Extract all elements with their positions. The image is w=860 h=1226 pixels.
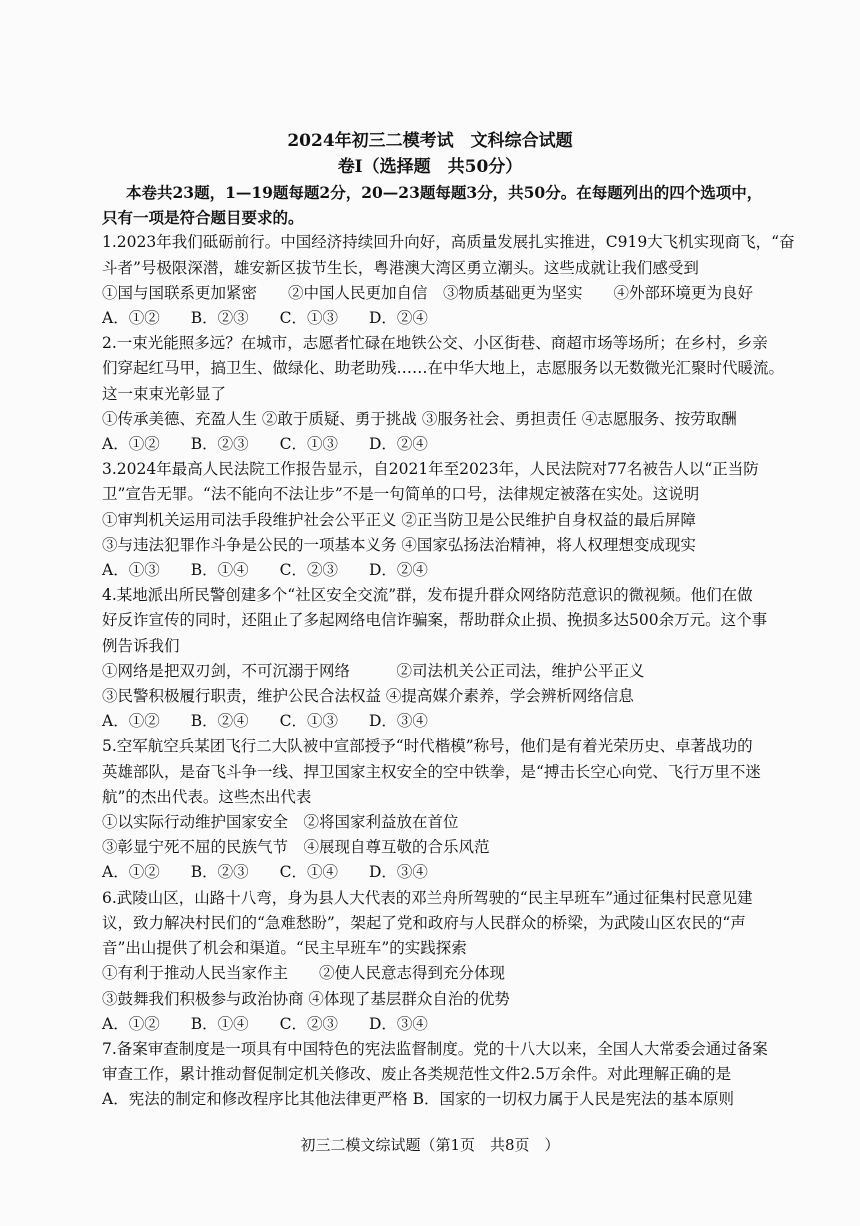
instructions-line: 本卷共23题，1—19题每题2分，20—23题每题3分，共50分。在每题列出的四个选项中， bbox=[126, 183, 763, 202]
question-options: A．宪法的制定和修改程序比其他法律更严格 B．国家的一切权力属于人民是宪法的基本原则 bbox=[102, 1090, 735, 1109]
question-statement-line: ③彰显宁死不屈的民族气节 ④展现自尊互敬的合乐风范 bbox=[102, 838, 490, 857]
question-statement-line: ①网络是把双刃剑，不可沉溺于网络 ②司法机关公正司法，维护公平正义 bbox=[102, 661, 645, 680]
question-stem-line: 音”出山提供了机会和渠道。“民主早班车”的实践探索 bbox=[102, 939, 467, 958]
question-stem-line: 5.空军航空兵某团飞行二大队被中宣部授予“时代楷模”称号，他们是有着光荣历史、卓著战功的 bbox=[102, 737, 753, 756]
question-1 bbox=[102, 230, 842, 331]
question-stem-line: 们穿起红马甲，搞卫生、做绿化、助老助残……在中华大地上，志愿服务以无数微光汇聚时代暖流。 bbox=[102, 359, 785, 378]
question-stem-line: 航”的杰出代表。这些杰出代表 bbox=[102, 787, 312, 806]
question-3 bbox=[102, 457, 842, 583]
question-stem-line: 议，致力解决村民们的“急难愁盼”，架起了党和政府与人民群众的桥梁，为武陵山区农民的“声 bbox=[102, 913, 746, 932]
question-stem-line: 卫”宣告无罪。“法不能向不法让步”不是一句简单的口号，法律规定被落在实处。这说明 bbox=[102, 485, 700, 504]
exam-body bbox=[102, 180, 842, 1113]
question-options: A．①② B．②③ C．①③ D．②④ bbox=[102, 435, 428, 454]
question-statement-line: ③鼓舞我们积极参与政治协商 ④体现了基层群众自治的优势 bbox=[102, 989, 510, 1008]
question-stem-line: 斗者”号极限深潜，雄安新区拔节生长，粤港澳大湾区勇立潮头。这些成就让我们感受到 bbox=[102, 258, 699, 277]
question-2 bbox=[102, 331, 842, 457]
question-statement-line: ①有利于推动人民当家作主 ②使人民意志得到充分体现 bbox=[102, 964, 506, 983]
question-stem-line: 英雄部队，是奋飞斗争一线、捍卫国家主权安全的空中铁拳，是“搏击长空心向党、飞行万里不迷 bbox=[102, 762, 761, 781]
instructions-line: 只有一项是符合题目要求的。 bbox=[102, 208, 304, 228]
question-stem-line: 3.2024年最高人民法院工作报告显示，自2021年至2023年，人民法院对77名被告人以“正当防 bbox=[102, 460, 759, 479]
question-stem-line: 6.武陵山区，山路十八弯，身为县人大代表的邓兰舟所驾驶的“民主早班车”通过征集村民意见建 bbox=[102, 888, 753, 907]
question-options: A．①② B．①④ C．②③ D．③④ bbox=[102, 1014, 428, 1033]
page-footer: 初三二模文综试题（第1页 共8页 ） bbox=[300, 1136, 560, 1154]
question-options: A．①② B．②③ C．①④ D．③④ bbox=[102, 863, 428, 882]
question-options: A．①② B．②③ C．①③ D．②④ bbox=[102, 309, 428, 328]
question-stem-line: 审查工作，累计推动督促制定机关修改、废止各类规范性文件2.5万余件。对此理解正确的是 bbox=[102, 1065, 732, 1084]
question-stem-line: 1.2023年我们砥砺前行。中国经济持续回升向好，高质量发展扎实推进，C919大飞机实现商飞，“奋 bbox=[102, 233, 795, 252]
question-options: A．①② B．②④ C．①③ D．③④ bbox=[102, 712, 428, 731]
section-title: 卷Ⅰ（选择题 共50分） bbox=[337, 157, 523, 177]
question-stem-line: 例告诉我们 bbox=[102, 636, 180, 655]
question-statement-line: ③民警积极履行职责，维护公民合法权益 ④提高媒介素养，学会辨析网络信息 bbox=[102, 687, 634, 706]
question-statement-line: ①国与国联系更加紧密 ②中国人民更加自信 ③物质基础更为坚实 ④外部环境更为良好 bbox=[102, 283, 754, 302]
question-statement-line: ③与违法犯罪作斗争是公民的一项基本义务 ④国家弘扬法治精神，将人权理想变成现实 bbox=[102, 535, 696, 554]
question-statement-line: ①传承美德、充盈人生 ②敢于质疑、勇于挑战 ③服务社会、勇担责任 ④志愿服务、按劳取酬 bbox=[102, 409, 737, 428]
question-stem-line: 4.某地派出所民警创建多个“社区安全交流”群，发布提升群众网络防范意识的微视频。他们在做 bbox=[102, 586, 753, 605]
question-stem-line: 好反诈宣传的同时，还阻止了多起网络电信诈骗案，帮助群众止损、挽损多达500余万元。这个事 bbox=[102, 611, 768, 630]
question-4 bbox=[102, 583, 842, 734]
question-stem-line: 7.备案审查制度是一项具有中国特色的宪法监督制度。党的十八大以来，全国人大常委会通过备案 bbox=[102, 1039, 768, 1058]
question-stem-line: 2.一束光能照多远？在城市，志愿者忙碌在地铁公交、小区街巷、商超市场等场所；在乡村，乡亲 bbox=[102, 334, 768, 353]
question-list bbox=[102, 230, 842, 1112]
question-options: A．①③ B．①④ C．②③ D．②④ bbox=[102, 561, 428, 580]
exam-title: 2024年初三二模考试 文科综合试题 bbox=[287, 131, 573, 151]
question-statement-line: ①审判机关运用司法手段维护社会公平正义 ②正当防卫是公民维护自身权益的最后屏障 bbox=[102, 510, 696, 529]
question-statement-line: ①以实际行动维护国家安全 ②将国家利益放在首位 bbox=[102, 813, 459, 832]
question-5 bbox=[102, 734, 842, 885]
question-6 bbox=[102, 886, 842, 1037]
question-7 bbox=[102, 1037, 842, 1113]
question-stem-line: 这一束束光彰显了 bbox=[102, 384, 227, 403]
